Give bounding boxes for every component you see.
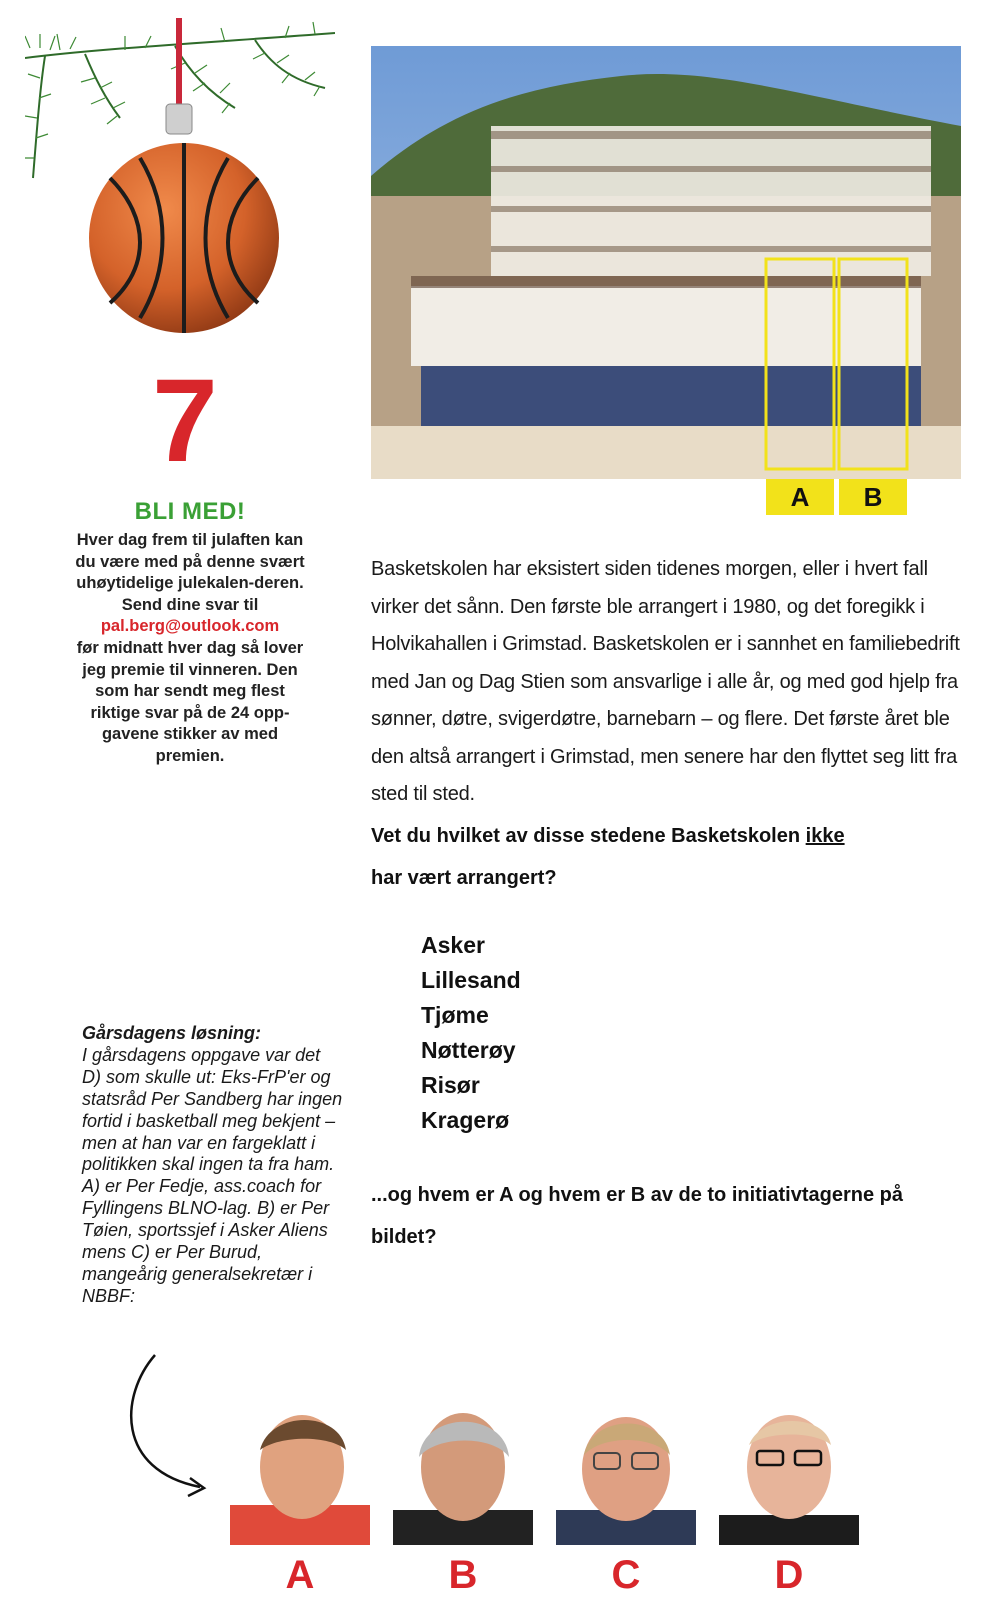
- contact-email-link[interactable]: pal.berg@outlook.com: [100, 617, 280, 636]
- yesterday-solution: [82, 1023, 344, 1308]
- person-d-icon: [719, 1405, 859, 1545]
- answer-option: Nøtterøy: [421, 1037, 516, 1063]
- call-to-action-heading: BLI MED!: [134, 498, 246, 525]
- portrait-label-d: D: [774, 1553, 804, 1597]
- portrait-label-b: B: [448, 1553, 478, 1597]
- solution-heading: Gårsdagens løsning:: [82, 1023, 262, 1043]
- contest-intro-text: [72, 530, 308, 768]
- portrait-label-a: A: [285, 1553, 315, 1597]
- basketball-ornament-icon: [80, 18, 290, 348]
- answer-option: Tjøme: [421, 1002, 489, 1028]
- answer-option: Asker: [421, 932, 485, 958]
- photo-box-label-a: A: [766, 479, 834, 515]
- portrait-label-c: C: [611, 1553, 641, 1597]
- portrait-a: [230, 1405, 370, 1597]
- question-text-after: har vært arrangert?: [371, 867, 557, 889]
- answer-option: Kragerø: [421, 1107, 510, 1133]
- portrait-d: [719, 1405, 859, 1597]
- portraits-row: [230, 1405, 890, 1605]
- calendar-day-number: 7: [152, 355, 218, 487]
- quiz-question: [371, 815, 971, 899]
- solution-text: I gårsdagens oppgave var det D) som skulle ut: Eks-FrP'er og statsråd Per Sandberg har ingen fortid i basketball meg bekjent – men at han var en fargeklatt i politikken skal ingen ta fra ham. A) er Per Fedje, ass.coach for Fyllingens BLNO-lag. B) er Per Tøien, sportssjef i Asker Aliens mens C) er Per Burud, mangeårig generalsekretær i NBBF:: [82, 1044, 343, 1306]
- portrait-b: [393, 1405, 533, 1597]
- curved-arrow-icon: [120, 1350, 220, 1500]
- portrait-c: [556, 1405, 696, 1597]
- followup-question: ...og hvem er A og hvem er B av de to initiativtagerne på bildet?: [371, 1184, 903, 1248]
- basketball-school-group-photo: [371, 46, 961, 479]
- person-b-icon: [393, 1405, 533, 1545]
- intro-text-before: Hver dag frem til julaften kan du være med på denne svært uhøytidelige julekalen-deren. Send dine svar til: [75, 531, 305, 614]
- intro-text-after: før midnatt hver dag så lover jeg premie til vinneren. Den som har sendt meg flest riktige svar på de 24 opp-gavene stikker av med premien.: [76, 638, 304, 765]
- article-body-text: Basketskolen har eksistert siden tidenes morgen, eller i hvert fall virker det sånn. Den første ble arrangert i 1980, og det foregikk i Holvikahallen i Grimstad. Basketskolen er i sannhet en familiebedrift med Jan og Dag Stien som ansvarlige i alle år, og med god hjelp fra sønner, døtre, svigerdøtre, barnebarn – og flere. Det første året ble den altså arrangert i Grimstad, men senere har den flyttet seg litt fra sted til sted.: [371, 558, 960, 805]
- answer-options-list: [421, 928, 721, 1138]
- question-emphasis: ikke: [805, 825, 845, 847]
- person-c-icon: [556, 1405, 696, 1545]
- answer-option: Lillesand: [421, 967, 521, 993]
- question-text-before: Vet du hvilket av disse stedene Basketskolen: [371, 825, 801, 847]
- person-a-icon: [230, 1405, 370, 1545]
- answer-option: Risør: [421, 1072, 480, 1098]
- photo-box-label-b: B: [839, 479, 907, 515]
